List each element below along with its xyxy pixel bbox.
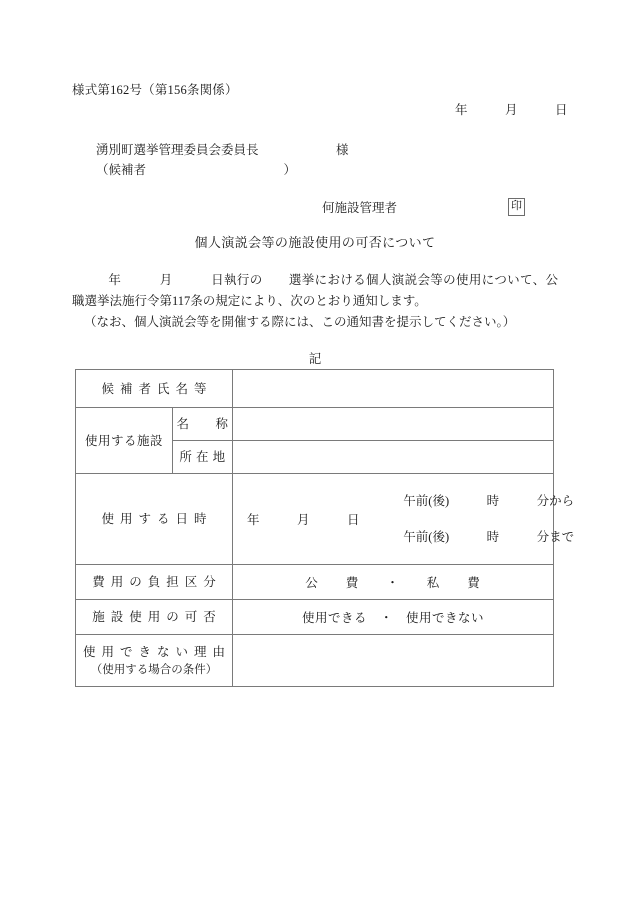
label-candidate-name: [76, 370, 233, 408]
datetime-wrap: [233, 474, 575, 564]
page-title: 個人演説会等の施設使用の可否について: [194, 235, 436, 250]
value-datetime[interactable]: [233, 474, 575, 565]
table-row-reason: [76, 635, 554, 687]
ki-mark: 記: [308, 352, 322, 366]
datetime-times: [360, 474, 575, 564]
label-permission-text: 施設使用の可否: [92, 610, 222, 624]
value-facility-name[interactable]: [233, 408, 554, 441]
label-facility: [76, 408, 173, 474]
seal-stamp-box: 印: [508, 198, 525, 216]
label-permission: [76, 600, 233, 635]
table-row-datetime: [76, 474, 554, 565]
note-paragraph: [72, 312, 572, 332]
body-line1-date: 年 月 日執行の: [108, 273, 263, 287]
label-facility-text: 使用する施設: [84, 433, 163, 448]
document-date-line: 年 月 日: [455, 103, 568, 117]
label-datetime: [76, 474, 233, 565]
form-table: [75, 369, 575, 687]
datetime-ymd: 年 月 日: [247, 513, 360, 527]
addressee-name: 湧別町選挙管理委員会委員長: [96, 143, 259, 157]
body-paragraph: [72, 270, 558, 312]
value-candidate-name[interactable]: [233, 370, 554, 408]
table-row-cost: [76, 565, 554, 600]
table-row-permission: [76, 600, 554, 635]
label-reason-sublabel: （使用する場合の条件）: [90, 663, 218, 676]
label-candidate-name-text: 候補者氏名等: [101, 381, 213, 396]
value-permission-options[interactable]: 使用できる ・ 使用できない: [233, 600, 554, 635]
addressee-row: [96, 140, 349, 160]
candidate-line: （候補者 ）: [96, 163, 297, 177]
table-row-candidate-name: [76, 370, 554, 408]
addressee-honorific: 様: [336, 143, 349, 157]
sender-name: 何施設管理者: [322, 201, 398, 215]
table-row-facility-name: [76, 408, 554, 441]
addressee-block: [96, 140, 349, 180]
label-reason: [76, 635, 233, 687]
label-cost-text: 費用の負担区分: [92, 575, 222, 589]
label-reason-text: 使用できない理由: [83, 644, 232, 659]
datetime-time-from: 午前(後) 時 分から: [403, 494, 575, 508]
value-reason[interactable]: [233, 635, 554, 687]
label-facility-sub-address: 所 在 地: [173, 441, 233, 474]
datetime-time-to: 午前(後) 時 分まで: [403, 530, 575, 544]
value-facility-address[interactable]: [233, 441, 554, 474]
body-line2: 施行令第117条の規定により、次のとおり通知します。: [122, 294, 427, 308]
value-cost-options[interactable]: 公 費 ・ 私 費: [233, 565, 554, 600]
label-facility-sub-name: 名 称: [173, 408, 233, 441]
note-line: （なお、個人演説会等を開催する際には、この通知書を提示してください。）: [84, 315, 516, 329]
body-line1-rest: 選挙における個人演説会等の使用について、公職選挙法: [72, 273, 558, 308]
label-cost: [76, 565, 233, 600]
label-datetime-text: 使用する日時: [101, 512, 213, 526]
sender-block: [322, 198, 525, 216]
form-number: 様式第162号（第156条関係）: [72, 83, 238, 97]
